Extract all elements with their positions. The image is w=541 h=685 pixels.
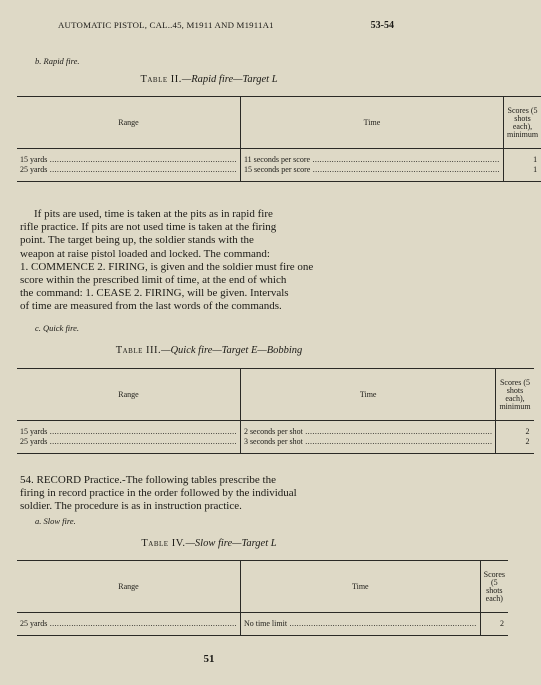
text-line: 1. COMMENCE 2. FIRING, is given and the soldier must fire one	[20, 260, 314, 273]
subsection-quick-fire: c. Quick fire.	[35, 323, 80, 333]
table4-caption	[0, 538, 418, 549]
text-line: point. The target being up, the soldier stands with the	[20, 234, 254, 247]
table-row	[17, 149, 541, 166]
header-title: AUTOMATIC PISTOL, CAL..45, M1911 AND M1911A1	[58, 20, 274, 30]
table-row	[17, 613, 508, 636]
table-row	[17, 437, 534, 454]
range-cell: 25 yards	[20, 437, 48, 446]
score-cell: 2	[480, 613, 508, 636]
page-number: 51	[203, 653, 215, 665]
table4-col-range: Range	[17, 561, 240, 613]
table2-caption	[0, 74, 418, 85]
table4-label: Table IV.	[141, 538, 186, 549]
time-cell: 15 seconds per score	[243, 165, 311, 174]
table3	[17, 368, 534, 454]
score-cell: 2	[496, 421, 534, 438]
table3-label: Table III.	[115, 345, 162, 356]
text-line: score within the prescribed limit of time, at the end of which	[20, 274, 287, 287]
score-cell: 2	[496, 437, 534, 454]
table3-caption	[0, 345, 418, 356]
paragraph-record-practice	[20, 474, 405, 514]
score-cell: 1	[503, 149, 541, 166]
table2-col-scores: Scores (5 shots each), minimum	[503, 97, 541, 149]
table-row	[17, 421, 534, 438]
paragraph-rapid-fire-procedure	[20, 208, 405, 314]
text-line: rifle practice. If pits are not used time is taken at the firing	[20, 221, 277, 234]
table3-col-time: Time	[240, 369, 496, 421]
text-line: of time are measured from the last words of the commands.	[20, 300, 282, 313]
table-row	[17, 165, 541, 182]
table2-col-time: Time	[240, 97, 503, 149]
subsection-rapid-fire: b. Rapid fire.	[35, 56, 80, 66]
score-cell: 1	[503, 165, 541, 182]
time-cell: 11 seconds per score	[243, 155, 311, 164]
range-cell: 25 yards	[20, 165, 48, 174]
header-page-range: 53-54	[370, 20, 394, 31]
time-cell: 2 seconds per shot	[243, 427, 303, 436]
table2-name: —Rapid fire—Target L	[181, 74, 278, 85]
time-cell: No time limit	[243, 619, 288, 628]
table4-name: —Slow fire—Target L	[185, 538, 277, 549]
table2-col-range: Range	[17, 97, 240, 149]
running-header	[0, 20, 418, 36]
text-line: soldier. The procedure is as in instruction practice.	[20, 500, 242, 513]
table4	[17, 560, 508, 636]
table4-col-time: Time	[240, 561, 480, 613]
range-cell: 15 yards	[20, 155, 48, 164]
text-line: If pits are used, time is taken at the pits as in rapid fire	[34, 208, 273, 220]
range-cell: 15 yards	[20, 427, 48, 436]
time-cell: 3 seconds per shot	[243, 437, 303, 446]
table3-col-range: Range	[17, 369, 240, 421]
text-line: weapon at raise pistol loaded and locked. The command:	[20, 247, 270, 260]
text-line: the command: 1. CEASE 2. FIRING, will be given. Intervals	[20, 287, 289, 300]
text-line: 54. RECORD Practice.-The following tables prescribe the	[20, 474, 276, 486]
table3-name: —Quick fire—Target E—Bobbing	[161, 345, 303, 356]
text-line: firing in record practice in the order followed by the individual	[20, 487, 297, 500]
subsection-slow-fire: a. Slow fire.	[35, 516, 76, 526]
table2-label: Table II.	[140, 74, 182, 85]
table3-col-scores: Scores (5 shots each), minimum	[496, 369, 534, 421]
table2	[17, 96, 541, 182]
range-cell: 25 yards	[20, 619, 48, 628]
table4-col-scores: Scores (5 shots each)	[480, 561, 508, 613]
